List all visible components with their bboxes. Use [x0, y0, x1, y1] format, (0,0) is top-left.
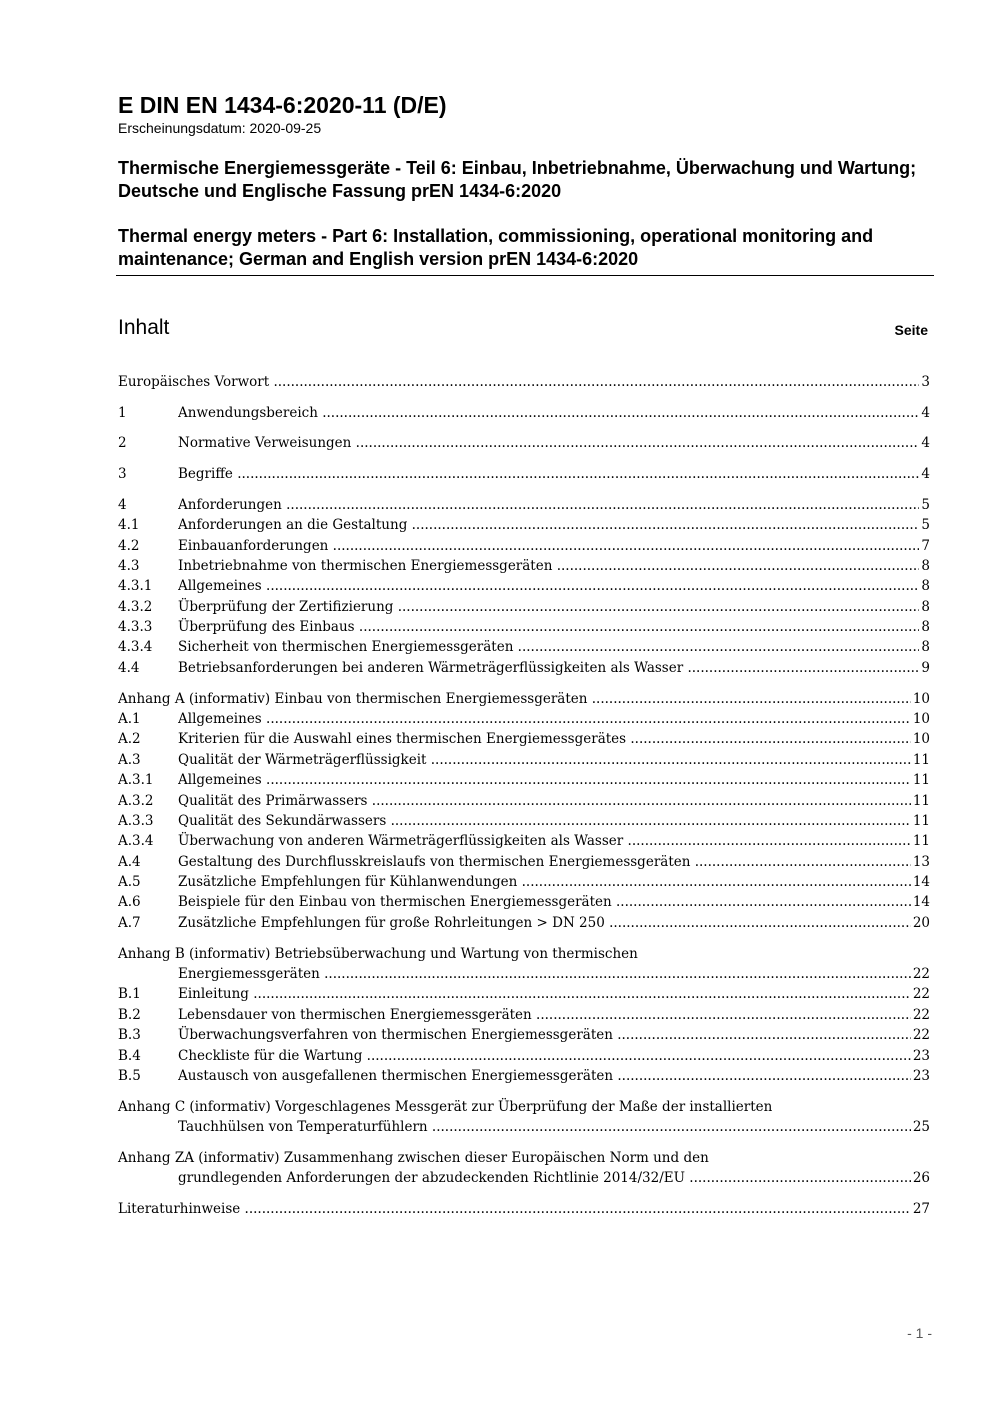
toc-entry-annex-za-line1: Anhang ZA (informativ) Zusammenhang zwischen dieser Europäischen Norm und den — [118, 1149, 709, 1166]
toc-entry-a-3-3[interactable]: A.3.3 Qualität des Sekundärwassers ..... 11 — [118, 811, 930, 831]
toc-entry-annex-za[interactable]: grundlegenden Anforderungen der abzudeckenden Richtlinie 2014/32/EU ..... 26 — [118, 1168, 930, 1188]
toc-entry-a-2[interactable]: A.2 Kriterien für die Auswahl eines thermischen Energiemessgerätes ..... 10 — [118, 729, 930, 749]
toc-entry-4-3-2[interactable]: 4.3.2 Überprüfung der Zertifizierung ..... 8 — [118, 597, 930, 617]
toc-entry-a-1[interactable]: A.1 Allgemeines ..... 10 — [118, 709, 930, 729]
toc-entry-a-3-2[interactable]: A.3.2 Qualität des Primärwassers ..... 11 — [118, 791, 930, 811]
toc-entry-a-3-4[interactable]: A.3.4 Überwachung von anderen Wärmeträgerflüssigkeiten als Wasser ..... 11 — [118, 831, 930, 851]
toc-entry-4-2[interactable]: 4.2 Einbauanforderungen ..... 7 — [118, 536, 930, 556]
toc-heading — [118, 316, 928, 340]
toc-entry-4-3-1[interactable]: 4.3.1 Allgemeines ..... 8 — [118, 576, 930, 596]
toc-entry-foreword[interactable]: Europäisches Vorwort ..... 3 — [118, 372, 930, 392]
toc-entry-4-3[interactable]: 4.3 Inbetriebnahme von thermischen Energiemessgeräten ..... 8 — [118, 556, 930, 576]
toc-entry-4-4[interactable]: 4.4 Betriebsanforderungen bei anderen Wärmeträgerflüssigkeiten als Wasser ..... 9 — [118, 658, 930, 678]
toc-entry-3[interactable]: 3 Begriffe ..... 4 — [118, 464, 930, 484]
toc-entry-4-1[interactable]: 4.1 Anforderungen an die Gestaltung ..... 5 — [118, 515, 930, 535]
toc-entry-a-3-1[interactable]: A.3.1 Allgemeines ..... 11 — [118, 770, 930, 790]
document-header — [118, 92, 934, 271]
toc-entry-b-2[interactable]: B.2 Lebensdauer von thermischen Energiemessgeräten ..... 22 — [118, 1005, 930, 1025]
toc-entry-4-3-4[interactable]: 4.3.4 Sicherheit von thermischen Energiemessgeräten ..... 8 — [118, 637, 930, 657]
table-of-contents — [118, 372, 930, 1219]
toc-entry-b-4[interactable]: B.4 Checkliste für die Wartung ..... 23 — [118, 1046, 930, 1066]
page-number: - 1 - — [907, 1325, 932, 1341]
toc-entry-annex-a[interactable]: Anhang A (informativ) Einbau von thermischen Energiemessgeräten ..... 10 — [118, 689, 930, 709]
toc-entry-4-3-3[interactable]: 4.3.3 Überprüfung des Einbaus ..... 8 — [118, 617, 930, 637]
toc-entry-a-4[interactable]: A.4 Gestaltung des Durchflusskreislaufs von thermischen Energiemessgeräten ..... 13 — [118, 852, 930, 872]
publication-date: Erscheinungsdatum: 2020-09-25 — [118, 120, 322, 136]
toc-entry-4[interactable]: 4 Anforderungen ..... 5 — [118, 495, 930, 515]
toc-entry-annex-c[interactable]: Tauchhülsen von Temperaturfühlern ..... 25 — [118, 1117, 930, 1137]
toc-entry-2[interactable]: 2 Normative Verweisungen ..... 4 — [118, 433, 930, 453]
toc-entry-a-6[interactable]: A.6 Beispiele für den Einbau von thermischen Energiemessgeräten ..... 14 — [118, 892, 930, 912]
toc-entry-a-7[interactable]: A.7 Zusätzliche Empfehlungen für große Rohrleitungen > DN 250 ..... 20 — [118, 913, 930, 933]
toc-entry-b-5[interactable]: B.5 Austausch von ausgefallenen thermischen Energiemessgeräten ..... 23 — [118, 1066, 930, 1086]
document-id: E DIN EN 1434-6:2020-11 (D/E) — [118, 92, 447, 118]
toc-entry-annex-c-line1: Anhang C (informativ) Vorgeschlagenes Messgerät zur Überprüfung der Maße der installierten — [118, 1098, 773, 1115]
toc-entry-bibliography[interactable]: Literaturhinweise ..... 27 — [118, 1199, 930, 1219]
title-english: Thermal energy meters - Part 6: Installation, commissioning, operational monitoring and maintenance; German and English version prEN 1434-6:2020 — [118, 226, 874, 269]
title-german: Thermische Energiemessgeräte - Teil 6: Einbau, Inbetriebnahme, Überwachung und Wartung; Deutsche und Englische Fassung prEN 1434-6:2020 — [118, 158, 917, 201]
toc-entry-a-5[interactable]: A.5 Zusätzliche Empfehlungen für Kühlanwendungen ..... 14 — [118, 872, 930, 892]
toc-entry-annex-b[interactable]: Energiemessgeräten ..... 22 — [118, 964, 930, 984]
toc-entry-b-3[interactable]: B.3 Überwachungsverfahren von thermischen Energiemessgeräten ..... 22 — [118, 1025, 930, 1045]
toc-entry-annex-b-line1: Anhang B (informativ) Betriebsüberwachung und Wartung von thermischen — [118, 945, 638, 962]
toc-entry-1[interactable]: 1 Anwendungsbereich ..... 4 — [118, 403, 930, 423]
toc-entry-a-3[interactable]: A.3 Qualität der Wärmeträgerflüssigkeit ..... 11 — [118, 750, 930, 770]
header-divider — [116, 275, 934, 276]
toc-entry-b-1[interactable]: B.1 Einleitung ..... 22 — [118, 984, 930, 1004]
toc-title: Inhalt — [118, 316, 170, 339]
toc-page-label: Seite — [894, 322, 928, 338]
